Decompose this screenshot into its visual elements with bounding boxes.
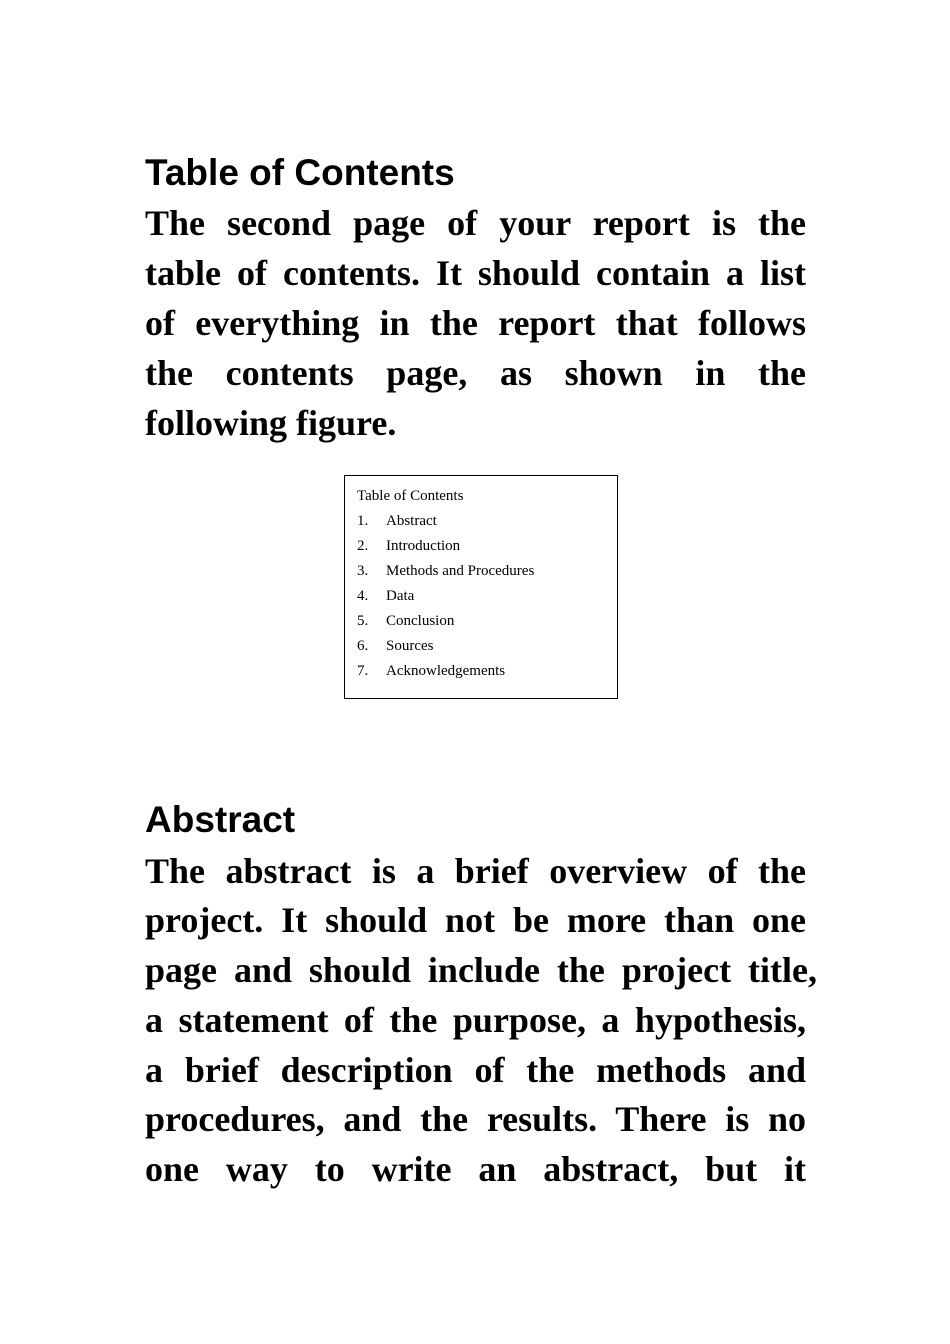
abstract-paragraph-line: a statement of the purpose, a hypothesis, [145, 1000, 806, 1040]
figure-list-item [357, 584, 534, 609]
abstract-paragraph-line: page and should include the project title, [145, 950, 817, 990]
figure-list-item [357, 559, 534, 584]
figure-item-number: 2. [357, 538, 369, 554]
abstract-paragraph-line: a brief description of the methods and [145, 1050, 806, 1090]
figure-list-item [357, 534, 534, 559]
figure-item-number: 6. [357, 638, 369, 654]
toc-figure [344, 475, 618, 699]
figure-item-label: Acknowledgements [386, 663, 506, 679]
figure-item-number: 4. [357, 588, 369, 604]
figure-item-label: Conclusion [386, 613, 455, 629]
abstract-paragraph-line: The abstract is a brief overview of the [145, 851, 806, 891]
toc-paragraph-line: The second page of your report is the [145, 203, 806, 243]
figure-list [357, 509, 534, 684]
figure-list-item [357, 609, 534, 634]
toc-paragraph-line: table of contents. It should contain a list [145, 253, 806, 293]
abstract-paragraph-line: one way to write an abstract, but it [145, 1149, 806, 1189]
toc-paragraph-line: following figure. [145, 403, 397, 443]
toc-heading: Table of Contents [145, 152, 455, 193]
figure-list-item [357, 509, 534, 534]
figure-item-number: 7. [357, 663, 369, 679]
figure-item-number: 5. [357, 613, 369, 629]
toc-paragraph-line: the contents page, as shown in the [145, 353, 806, 393]
figure-item-number: 3. [357, 563, 369, 579]
figure-item-label: Data [386, 588, 415, 604]
abstract-heading: Abstract [145, 799, 296, 840]
abstract-paragraph-line: procedures, and the results. There is no [145, 1099, 806, 1139]
figure-item-number: 1. [357, 513, 369, 529]
figure-list-item [357, 659, 534, 684]
toc-paragraph-line: of everything in the report that follows [145, 303, 806, 343]
figure-item-label: Introduction [386, 538, 461, 554]
figure-item-label: Abstract [386, 513, 437, 529]
figure-item-label: Methods and Procedures [386, 563, 535, 579]
figure-title: Table of Contents [357, 488, 464, 504]
figure-item-label: Sources [386, 638, 434, 654]
abstract-paragraph-line: project. It should not be more than one [145, 900, 806, 940]
figure-list-item [357, 634, 534, 659]
